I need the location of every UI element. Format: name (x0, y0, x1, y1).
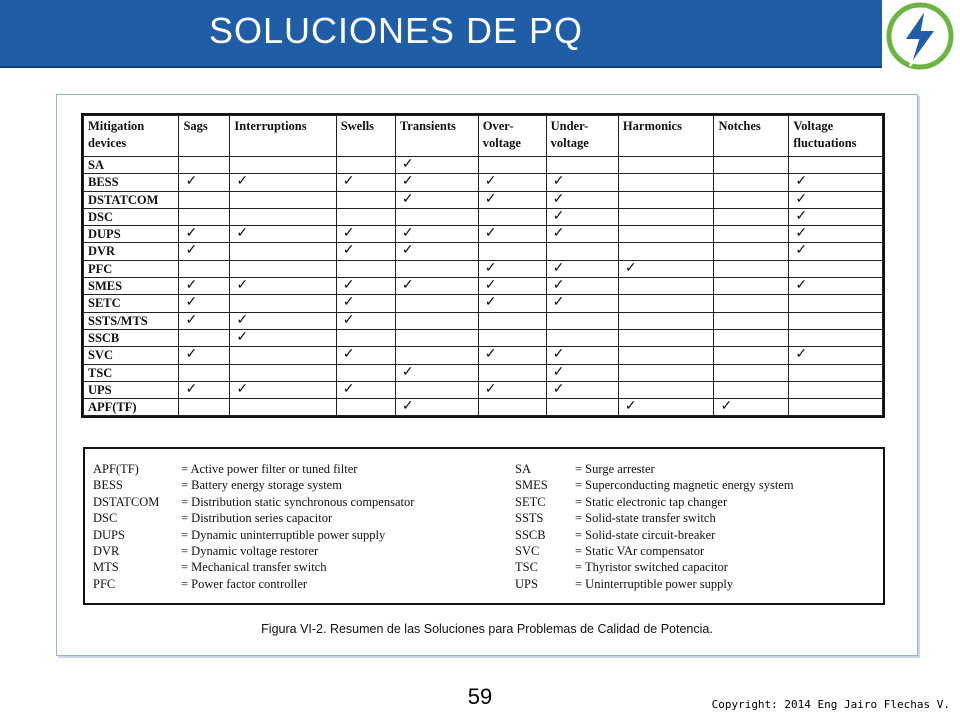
check-mark-icon: ✓ (230, 174, 336, 191)
empty-cell (336, 157, 395, 174)
check-mark-icon: ✓ (179, 295, 230, 312)
check-mark-icon: ✓ (789, 243, 883, 260)
empty-cell (478, 364, 546, 381)
copyright-notice: Copyright: 2014 Eng Jairo Flechas V. (711, 698, 950, 711)
empty-cell (230, 399, 336, 416)
empty-cell (789, 312, 883, 329)
device-name: DUPS (84, 226, 179, 243)
empty-cell (789, 329, 883, 346)
empty-cell (478, 329, 546, 346)
legend-abbreviation: DUPS (93, 527, 125, 542)
check-mark-icon: ✓ (230, 329, 336, 346)
device-name: SVC (84, 347, 179, 364)
device-name: DSTATCOM (84, 191, 179, 208)
legend-definition: = Dynamic uninterruptible power supply (181, 527, 386, 542)
empty-cell (618, 278, 714, 295)
figure-caption: Figura VI-2. Resumen de las Soluciones para Problemas de Calidad de Potencia. (261, 622, 713, 636)
check-mark-icon: ✓ (336, 226, 395, 243)
page-number: 59 (467, 684, 493, 709)
check-mark-icon: ✓ (478, 191, 546, 208)
legend-entry (93, 543, 319, 559)
empty-cell (478, 243, 546, 260)
empty-cell (618, 208, 714, 225)
check-mark-icon: ✓ (230, 312, 336, 329)
legend-definition: = Static electronic tap changer (575, 494, 728, 509)
empty-cell (230, 157, 336, 174)
empty-cell (230, 364, 336, 381)
legend-entry (93, 461, 358, 477)
empty-cell (789, 364, 883, 381)
check-mark-icon: ✓ (336, 381, 395, 398)
empty-cell (179, 399, 230, 416)
device-name: APF(TF) (84, 399, 179, 416)
check-mark-icon: ✓ (478, 226, 546, 243)
empty-cell (714, 157, 789, 174)
empty-cell (789, 260, 883, 277)
device-name: UPS (84, 381, 179, 398)
title-banner (0, 0, 882, 68)
empty-cell (546, 243, 618, 260)
check-mark-icon: ✓ (478, 381, 546, 398)
legend-abbreviation: DSTATCOM (93, 494, 160, 509)
column-header: Swells (336, 116, 395, 157)
device-name: SSTS/MTS (84, 312, 179, 329)
lightning-bolt-logo-icon (886, 2, 954, 70)
check-mark-icon: ✓ (789, 208, 883, 225)
empty-cell (478, 399, 546, 416)
empty-cell (714, 312, 789, 329)
legend-entry (515, 543, 705, 559)
empty-cell (618, 329, 714, 346)
empty-cell (395, 329, 478, 346)
empty-cell (179, 260, 230, 277)
empty-cell (618, 295, 714, 312)
legend-entry (93, 527, 386, 543)
check-mark-icon: ✓ (546, 364, 618, 381)
empty-cell (336, 208, 395, 225)
check-mark-icon: ✓ (546, 208, 618, 225)
check-mark-icon: ✓ (336, 243, 395, 260)
check-mark-icon: ✓ (336, 295, 395, 312)
empty-cell (336, 191, 395, 208)
device-name: SSCB (84, 329, 179, 346)
empty-cell (395, 208, 478, 225)
check-mark-icon: ✓ (546, 260, 618, 277)
empty-cell (395, 381, 478, 398)
check-mark-icon: ✓ (395, 191, 478, 208)
legend-definition: = Battery energy storage system (181, 478, 342, 493)
legend-abbreviation: SVC (515, 543, 540, 558)
empty-cell (478, 157, 546, 174)
empty-cell (179, 208, 230, 225)
check-mark-icon: ✓ (395, 174, 478, 191)
check-mark-icon: ✓ (478, 174, 546, 191)
check-mark-icon: ✓ (336, 347, 395, 364)
empty-cell (230, 260, 336, 277)
check-mark-icon: ✓ (179, 243, 230, 260)
device-name: PFC (84, 260, 179, 277)
table-row (84, 381, 883, 398)
column-header: Notches (714, 116, 789, 157)
empty-cell (714, 174, 789, 191)
legend-abbreviation: APF(TF) (93, 462, 139, 476)
empty-cell (714, 347, 789, 364)
check-mark-icon: ✓ (546, 381, 618, 398)
legend-definition: = Active power filter or tuned filter (181, 462, 358, 476)
legend-abbreviation: SA (515, 462, 531, 476)
check-mark-icon: ✓ (230, 226, 336, 243)
legend-abbreviation: BESS (93, 478, 123, 493)
mitigation-table (83, 115, 883, 416)
empty-cell (714, 226, 789, 243)
table-row (84, 347, 883, 364)
table-row (84, 312, 883, 329)
empty-cell (714, 295, 789, 312)
check-mark-icon: ✓ (618, 399, 714, 416)
empty-cell (336, 329, 395, 346)
device-name: BESS (84, 174, 179, 191)
check-mark-icon: ✓ (546, 295, 618, 312)
legend-definition: = Mechanical transfer switch (181, 560, 327, 575)
legend-definition: = Distribution static synchronous compensator (181, 494, 415, 509)
check-mark-icon: ✓ (395, 157, 478, 174)
empty-cell (336, 260, 395, 277)
table-row (84, 191, 883, 208)
column-header: Mitigation devices (84, 116, 179, 157)
legend-definition: = Distribution series capacitor (181, 511, 333, 526)
check-mark-icon: ✓ (336, 312, 395, 329)
empty-cell (179, 329, 230, 346)
legend-abbreviation: DVR (93, 543, 120, 558)
empty-cell (395, 347, 478, 364)
empty-cell (618, 364, 714, 381)
table-row (84, 174, 883, 191)
table-row (84, 243, 883, 260)
empty-cell (714, 191, 789, 208)
table-row (84, 260, 883, 277)
check-mark-icon: ✓ (179, 226, 230, 243)
legend-entry (515, 527, 716, 543)
empty-cell (230, 295, 336, 312)
column-header: Interruptions (230, 116, 336, 157)
check-mark-icon: ✓ (546, 174, 618, 191)
empty-cell (789, 399, 883, 416)
check-mark-icon: ✓ (478, 260, 546, 277)
device-name: SETC (84, 295, 179, 312)
empty-cell (618, 226, 714, 243)
empty-cell (618, 312, 714, 329)
legend-entry (93, 576, 308, 592)
check-mark-icon: ✓ (478, 278, 546, 295)
check-mark-icon: ✓ (789, 226, 883, 243)
check-mark-icon: ✓ (789, 191, 883, 208)
column-header: Under-voltage (546, 116, 618, 157)
empty-cell (618, 347, 714, 364)
check-mark-icon: ✓ (336, 174, 395, 191)
check-mark-icon: ✓ (618, 260, 714, 277)
check-mark-icon: ✓ (395, 399, 478, 416)
legend-abbreviation: SETC (515, 494, 546, 509)
check-mark-icon: ✓ (395, 243, 478, 260)
table-row (84, 329, 883, 346)
legend-entry (515, 510, 716, 526)
empty-cell (546, 312, 618, 329)
empty-cell (714, 208, 789, 225)
empty-cell (618, 243, 714, 260)
column-header: Transients (395, 116, 478, 157)
empty-cell (789, 157, 883, 174)
empty-cell (714, 243, 789, 260)
check-mark-icon: ✓ (546, 226, 618, 243)
check-mark-icon: ✓ (179, 312, 230, 329)
empty-cell (618, 174, 714, 191)
legend-definition: = Superconducting magnetic energy system (575, 478, 794, 493)
device-name: DSC (84, 208, 179, 225)
check-mark-icon: ✓ (395, 364, 478, 381)
legend-definition: = Uninterruptible power supply (575, 576, 734, 591)
legend-definition: = Static VAr compensator (575, 543, 705, 558)
table-row (84, 226, 883, 243)
legend-definition: = Surge arrester (575, 462, 655, 476)
check-mark-icon: ✓ (478, 347, 546, 364)
table-row (84, 157, 883, 174)
check-mark-icon: ✓ (179, 278, 230, 295)
legend-entry (515, 576, 734, 592)
empty-cell (179, 364, 230, 381)
empty-cell (230, 191, 336, 208)
check-mark-icon: ✓ (546, 191, 618, 208)
empty-cell (618, 381, 714, 398)
device-name: TSC (84, 364, 179, 381)
column-header: Sags (179, 116, 230, 157)
column-header: Voltage fluctuations (789, 116, 883, 157)
legend-abbreviation: TSC (515, 560, 538, 575)
check-mark-icon: ✓ (789, 278, 883, 295)
slide-title: SOLUCIONES DE PQ (208, 10, 584, 51)
table-row (84, 364, 883, 381)
empty-cell (230, 208, 336, 225)
legend-abbreviation: UPS (515, 576, 538, 591)
empty-cell (789, 295, 883, 312)
empty-cell (714, 329, 789, 346)
empty-cell (478, 312, 546, 329)
empty-cell (230, 347, 336, 364)
empty-cell (336, 399, 395, 416)
legend-entry (93, 494, 415, 510)
empty-cell (230, 243, 336, 260)
check-mark-icon: ✓ (789, 174, 883, 191)
table-row (84, 208, 883, 225)
legend-entry (93, 477, 342, 493)
device-name: SMES (84, 278, 179, 295)
check-mark-icon: ✓ (478, 295, 546, 312)
table-row (84, 278, 883, 295)
legend-entry (515, 477, 794, 493)
empty-cell (546, 399, 618, 416)
empty-cell (395, 312, 478, 329)
check-mark-icon: ✓ (789, 347, 883, 364)
legend-definition: = Solid-state transfer switch (575, 511, 716, 526)
legend-abbreviation: PFC (93, 576, 116, 591)
check-mark-icon: ✓ (395, 226, 478, 243)
check-mark-icon: ✓ (395, 278, 478, 295)
check-mark-icon: ✓ (230, 381, 336, 398)
empty-cell (179, 157, 230, 174)
empty-cell (714, 278, 789, 295)
empty-cell (478, 208, 546, 225)
abbreviation-legend (83, 447, 885, 605)
check-mark-icon: ✓ (179, 381, 230, 398)
table-header-row (84, 116, 883, 157)
empty-cell (789, 381, 883, 398)
figure-frame (56, 94, 918, 656)
empty-cell (618, 191, 714, 208)
legend-entry (515, 494, 728, 510)
check-mark-icon: ✓ (336, 278, 395, 295)
legend-entry (93, 510, 333, 526)
legend-abbreviation: DSC (93, 511, 118, 526)
legend-entry (515, 559, 728, 575)
legend-abbreviation: SMES (515, 478, 548, 493)
empty-cell (714, 364, 789, 381)
check-mark-icon: ✓ (230, 278, 336, 295)
check-mark-icon: ✓ (179, 347, 230, 364)
check-mark-icon: ✓ (714, 399, 789, 416)
legend-abbreviation: SSTS (515, 511, 544, 526)
legend-abbreviation: MTS (93, 560, 119, 575)
legend-definition: = Solid-state circuit-breaker (575, 527, 716, 542)
column-header: Harmonics (618, 116, 714, 157)
empty-cell (336, 364, 395, 381)
empty-cell (714, 381, 789, 398)
table-row (84, 295, 883, 312)
legend-entry (93, 559, 327, 575)
legend-abbreviation: SSCB (515, 527, 546, 542)
empty-cell (395, 295, 478, 312)
legend-definition: = Dynamic voltage restorer (181, 543, 319, 558)
legend-definition: = Thyristor switched capacitor (575, 560, 728, 575)
empty-cell (179, 191, 230, 208)
empty-cell (714, 260, 789, 277)
check-mark-icon: ✓ (546, 278, 618, 295)
device-name: DVR (84, 243, 179, 260)
device-name: SA (84, 157, 179, 174)
check-mark-icon: ✓ (179, 174, 230, 191)
legend-left-column (93, 461, 415, 592)
check-mark-icon: ✓ (546, 347, 618, 364)
empty-cell (546, 157, 618, 174)
legend-right-column (515, 461, 794, 592)
column-header: Over-voltage (478, 116, 546, 157)
empty-cell (395, 260, 478, 277)
legend-entry (515, 461, 655, 477)
table-body (84, 157, 883, 416)
empty-cell (546, 329, 618, 346)
empty-cell (618, 157, 714, 174)
legend-definition: = Power factor controller (181, 576, 308, 591)
table-row (84, 399, 883, 416)
